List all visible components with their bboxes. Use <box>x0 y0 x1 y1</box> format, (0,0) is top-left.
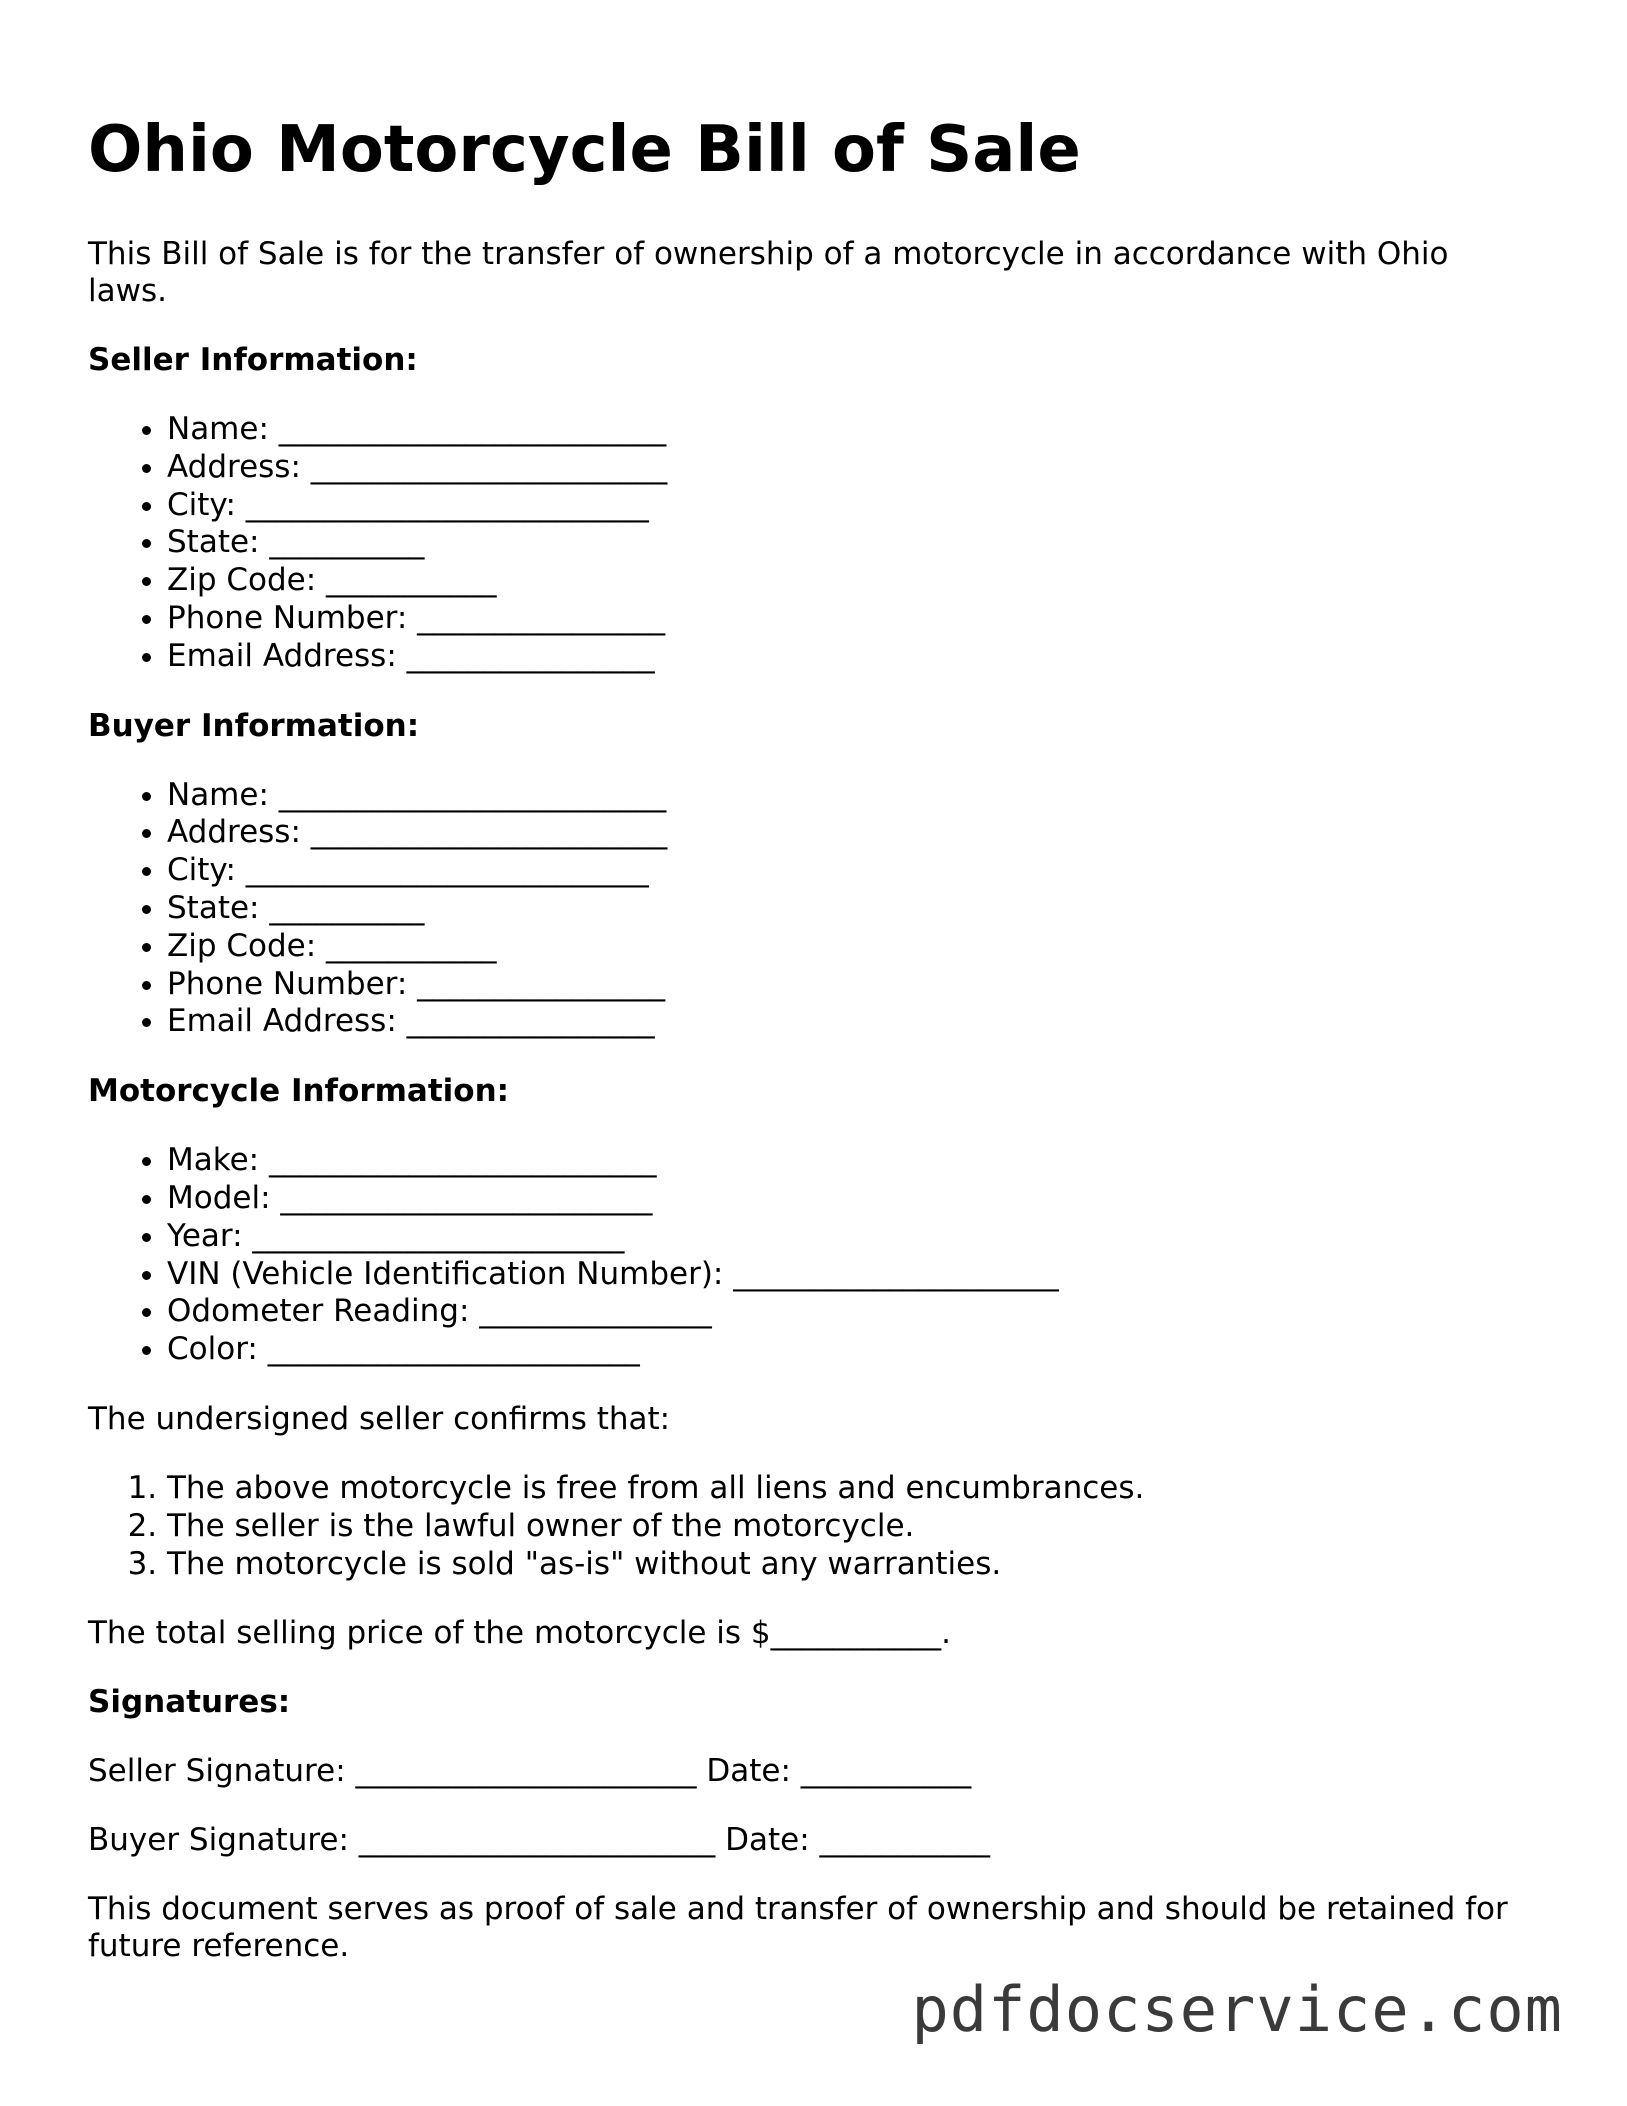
seller-signature-line: Seller Signature: ______________________ Date: ___________ <box>88 1753 972 1790</box>
buyer-heading: Buyer Information: <box>88 707 420 744</box>
intro-paragraph: This Bill of Sale is for the transfer of ownership of a motorcycle in accordance with Ohio laws. <box>88 236 1449 309</box>
seller-zip-field: • Zip Code: ___________ <box>167 562 1518 600</box>
confirmations-list <box>88 1470 1518 1583</box>
buyer-zip-field: • Zip Code: ___________ <box>167 928 1518 966</box>
motorcycle-color-field: • Color: ________________________ <box>167 1331 1518 1369</box>
seller-name-field: • Name: _________________________ <box>167 411 1518 449</box>
motorcycle-year-field: • Year: ________________________ <box>167 1218 1518 1256</box>
buyer-phone-field: • Phone Number: ________________ <box>167 966 1518 1004</box>
seller-phone-field: • Phone Number: ________________ <box>167 600 1518 638</box>
motorcycle-model-field: • Model: ________________________ <box>167 1180 1518 1218</box>
buyer-state-field: • State: __________ <box>167 890 1518 928</box>
buyer-fields-list <box>88 777 1518 1042</box>
document-title: Ohio Motorcycle Bill of Sale <box>88 113 1081 187</box>
seller-heading: Seller Information: <box>88 342 418 378</box>
confirmation-item: 3. The motorcycle is sold "as-is" without any warranties. <box>167 1546 1518 1584</box>
seller-state-field: • State: __________ <box>167 524 1518 562</box>
buyer-email-field: • Email Address: ________________ <box>167 1003 1518 1041</box>
confirmation-item: 1. The above motorcycle is free from all liens and encumbrances. <box>167 1470 1518 1508</box>
seller-city-field: • City: __________________________ <box>167 487 1518 525</box>
signatures-heading: Signatures: <box>88 1684 291 1721</box>
motorcycle-make-field: • Make: _________________________ <box>167 1142 1518 1180</box>
watermark-text: pdfdocservice.com <box>911 1973 1563 2046</box>
confirm-intro: The undersigned seller confirms that: <box>88 1400 671 1437</box>
motorcycle-fields-list <box>88 1142 1518 1369</box>
closing-paragraph: This document serves as proof of sale and transfer of ownership and should be retained for future reference. <box>88 1891 1508 1965</box>
document-page <box>88 108 1518 1997</box>
confirmation-item: 2. The seller is the lawful owner of the motorcycle. <box>167 1508 1518 1546</box>
motorcycle-vin-field: • VIN (Vehicle Identification Number): _____________________ <box>167 1256 1518 1294</box>
buyer-address-field: • Address: _______________________ <box>167 814 1518 852</box>
seller-address-field: • Address: _______________________ <box>167 449 1518 487</box>
motorcycle-heading: Motorcycle Information: <box>88 1073 510 1110</box>
buyer-signature-line: Buyer Signature: _______________________ Date: ___________ <box>88 1822 991 1859</box>
seller-email-field: • Email Address: ________________ <box>167 638 1518 676</box>
motorcycle-odometer-field: • Odometer Reading: _______________ <box>167 1293 1518 1331</box>
buyer-name-field: • Name: _________________________ <box>167 777 1518 815</box>
buyer-city-field: • City: __________________________ <box>167 852 1518 890</box>
seller-fields-list <box>88 411 1518 676</box>
price-statement: The total selling price of the motorcycle is $___________. <box>88 1615 951 1652</box>
